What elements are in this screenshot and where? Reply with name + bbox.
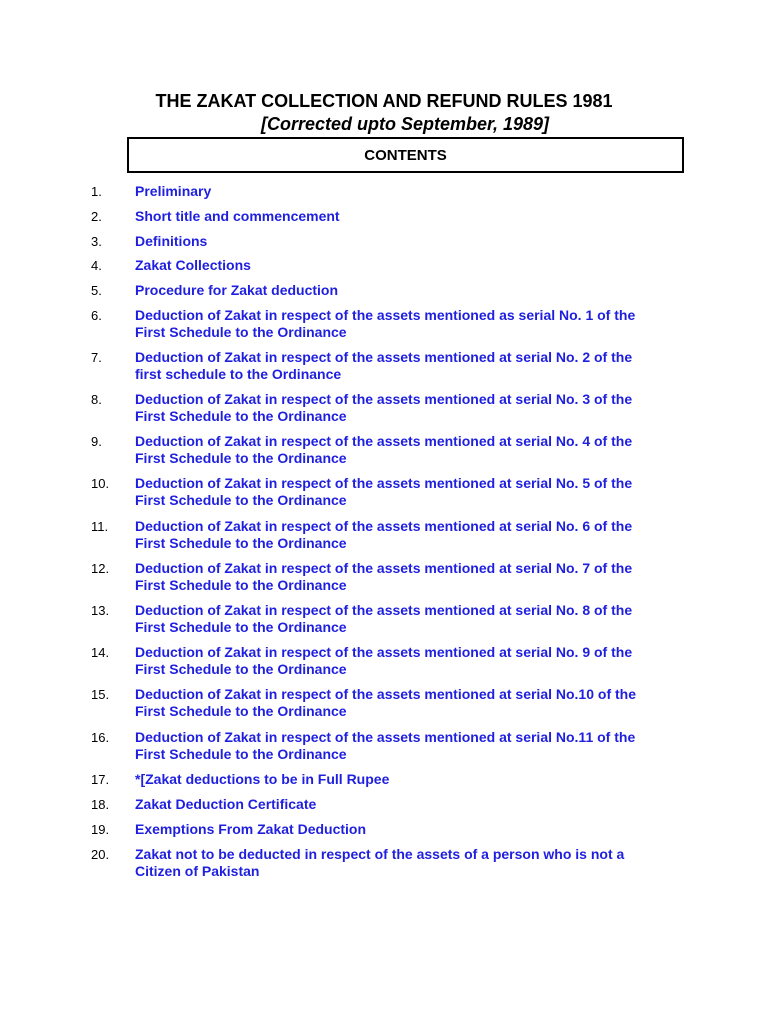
toc-item-number: 4. (91, 258, 102, 273)
toc-item-number: 16. (91, 730, 110, 745)
toc-item-link[interactable]: Zakat not to be deducted in respect of the assets of a person who is not a Citizen of Pakistan (135, 846, 625, 879)
toc-item-number: 19. (91, 822, 110, 837)
toc-item-link[interactable]: Short title and commencement (135, 208, 340, 224)
toc-item-number: 8. (91, 392, 102, 407)
toc-item-number: 12. (91, 561, 110, 576)
toc-item-link[interactable]: Procedure for Zakat deduction (135, 282, 339, 298)
toc-item-number: 10. (91, 476, 110, 491)
toc-item-number: 18. (91, 797, 110, 812)
toc-item-link[interactable]: *[Zakat deductions to be in Full Rupee (135, 771, 390, 787)
toc-item-number: 20. (91, 847, 110, 862)
toc-item-number: 17. (91, 772, 110, 787)
toc-item-number: 15. (91, 687, 110, 702)
toc-item-number: 13. (91, 603, 110, 618)
toc-item-number: 11. (91, 519, 109, 534)
document-subtitle: [Corrected upto September, 1989] (260, 114, 550, 134)
toc-item-number: 2. (91, 209, 102, 224)
toc-item-link[interactable]: Deduction of Zakat in respect of the assets mentioned at serial No. 8 of the First Schedule to the Ordinance (135, 602, 633, 635)
toc-item-number: 6. (91, 308, 102, 323)
toc-item-link[interactable]: Deduction of Zakat in respect of the assets mentioned at serial No. 4 of the First Schedule to the Ordinance (135, 433, 633, 466)
toc-item-link[interactable]: Definitions (135, 233, 208, 249)
toc-item-link[interactable]: Deduction of Zakat in respect of the assets mentioned as serial No. 1 of the First Schedule to the Ordinance (135, 307, 636, 340)
contents-heading: CONTENTS (364, 146, 447, 164)
toc-item-link[interactable]: Deduction of Zakat in respect of the assets mentioned at serial No. 9 of the First Schedule to the Ordinance (135, 644, 633, 677)
toc-item-number: 14. (91, 645, 110, 660)
toc-item-link[interactable]: Deduction of Zakat in respect of the assets mentioned at serial No.10 of the First Schedule to the Ordinance (135, 686, 636, 719)
toc-item-link[interactable]: Preliminary (135, 183, 212, 199)
toc-item-number: 9. (91, 434, 102, 449)
toc-item-link[interactable]: Deduction of Zakat in respect of the assets mentioned at serial No. 2 of the first schedule to the Ordinance (135, 349, 633, 382)
toc-item-link[interactable]: Deduction of Zakat in respect of the assets mentioned at serial No. 5 of the First Schedule to the Ordinance (135, 475, 633, 508)
toc-item-link[interactable]: Exemptions From Zakat Deduction (135, 821, 367, 837)
toc-item-link[interactable]: Zakat Deduction Certificate (135, 796, 317, 812)
toc-item-number: 3. (91, 234, 102, 249)
toc-item-link[interactable]: Deduction of Zakat in respect of the assets mentioned at serial No. 3 of the First Schedule to the Ordinance (135, 391, 633, 424)
toc-item-number: 1. (91, 184, 102, 199)
toc-item-number: 5. (91, 283, 102, 298)
toc-item-number: 7. (91, 350, 102, 365)
toc-item-link[interactable]: Zakat Collections (135, 257, 251, 273)
toc-item-link[interactable]: Deduction of Zakat in respect of the assets mentioned at serial No.11 of the First Schedule to the Ordinance (135, 729, 636, 762)
toc-item-link[interactable]: Deduction of Zakat in respect of the assets mentioned at serial No. 7 of the First Schedule to the Ordinance (135, 560, 633, 593)
document-title: THE ZAKAT COLLECTION AND REFUND RULES 1981 (155, 91, 613, 111)
toc-item-link[interactable]: Deduction of Zakat in respect of the assets mentioned at serial No. 6 of the First Schedule to the Ordinance (135, 518, 633, 551)
